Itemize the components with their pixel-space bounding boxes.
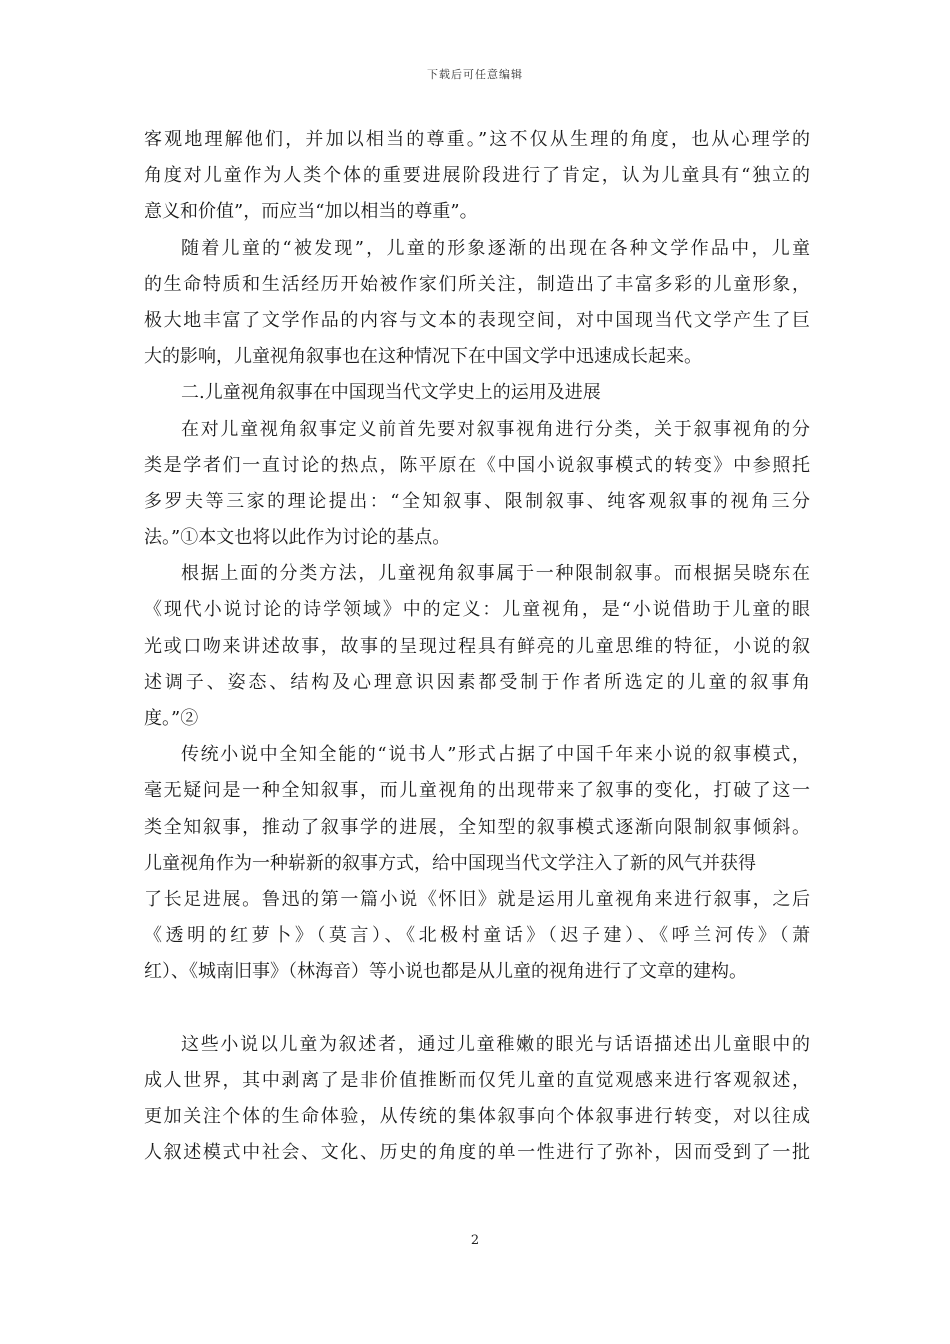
text-line: 法。”①本文也将以此作为讨论的基点。 (144, 527, 451, 549)
text-line: 根据上面的分类方法，儿童视角叙事属于一种限制叙事。而根据吴晓东在 (181, 563, 810, 585)
text-line: 《现代小说讨论的诗学领域》中的定义：儿童视角，是“小说借助于儿童的眼 (144, 599, 810, 621)
page-number: 2 (470, 1233, 480, 1248)
text-line: 毫无疑问是一种全知叙事，而儿童视角的出现带来了叙事的变化，打破了这一 (144, 780, 810, 802)
page-header: 下载后可任意编辑 (427, 68, 523, 81)
text-line: 度。”② (144, 708, 199, 729)
text-line: 的生命特质和生活经历开始被作家们所关注，制造出了丰富多彩的儿童形象， (144, 273, 810, 295)
paragraph (144, 412, 810, 557)
text-line: 意义和价值”，而应当“加以相当的尊重”。 (144, 201, 478, 223)
text-line: 随着儿童的“被发现”，儿童的形象逐渐的出现在各种文学作品中，儿童 (181, 237, 810, 259)
text-line: 类全知叙事，推动了叙事学的进展，全知型的叙事模式逐渐向限制叙事倾斜。 (144, 816, 810, 838)
text-line: 述调子、姿态、结构及心理意识因素都受制于作者所选定的儿童的叙事角 (144, 671, 810, 693)
paragraph (144, 231, 810, 376)
text-line: 更加关注个体的生命体验，从传统的集体叙事向个体叙事进行转变，对以往成 (144, 1105, 810, 1127)
text-line: 类是学者们一直讨论的热点，陈平原在《中国小说叙事模式的转变》中参照托 (144, 454, 810, 476)
text-line: 传统小说中全知全能的“说书人”形式占据了中国千年来小说的叙事模式， (181, 744, 810, 766)
section-heading-text: 二.儿童视角叙事在中国现当代文学史上的运用及进展 (181, 382, 601, 404)
paragraph (144, 556, 810, 737)
text-line: 成人世界，其中剥离了是非价值推断而仅凭儿童的直觉观感来进行客观叙述， (144, 1069, 810, 1091)
text-line: 极大地丰富了文学作品的内容与文本的表现空间，对中国现当代文学产生了巨 (144, 309, 810, 331)
blank-line (144, 991, 810, 1027)
text-line: 多罗夫等三家的理论提出：“全知叙事、限制叙事、纯客观叙事的视角三分 (144, 490, 810, 512)
text-line: 这些小说以儿童为叙述者，通过儿童稚嫩的眼光与话语描述出儿童眼中的 (181, 1033, 810, 1055)
paragraph (144, 122, 810, 231)
text-line: 客观地理解他们，并加以相当的尊重。”这不仅从生理的角度，也从心理学的 (144, 129, 810, 150)
text-line: 在对儿童视角叙事定义前首先要对叙事视角进行分类，关于叙事视角的分 (181, 418, 810, 440)
document-body (144, 122, 810, 1171)
section-heading (144, 375, 810, 411)
text-line: 大的影响，儿童视角叙事也在这种情况下在中国文学中迅速成长起来。 (144, 346, 702, 368)
paragraph (144, 1027, 810, 1172)
text-line: 《透明的红萝卜》（莫言）、《北极村童话》（迟子建）、《呼兰河传》（萧 (144, 925, 810, 947)
text-line: 人叙述模式中社会、文化、历史的角度的单一性进行了弥补，因而受到了一批 (144, 1142, 810, 1164)
text-line: 光或口吻来讲述故事，故事的呈现过程具有鲜亮的儿童思维的特征，小说的叙 (144, 635, 810, 657)
text-line: 角度对儿童作为人类个体的重要进展阶段进行了肯定，认为儿童具有“独立的 (144, 165, 810, 187)
text-line: 了长足进展。鲁迅的第一篇小说《怀旧》就是运用儿童视角来进行叙事，之后 (144, 888, 810, 910)
text-line: 儿童视角作为一种崭新的叙事方式，给中国现当代文学注入了新的风气并获得 (144, 852, 756, 874)
paragraph (144, 737, 810, 990)
text-line: 红）、《城南旧事》（林海音）等小说也都是从儿童的视角进行了文章的建构。 (144, 961, 747, 983)
